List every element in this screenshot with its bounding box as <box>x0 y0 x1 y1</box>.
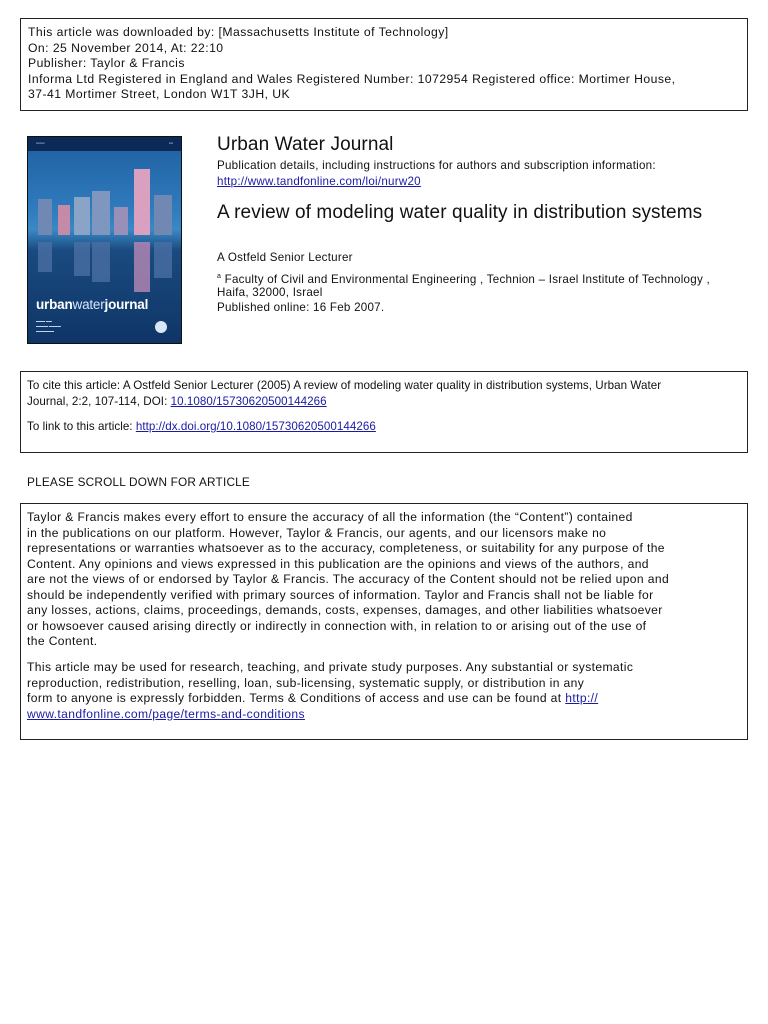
disclaimer-line: Content. Any opinions and views expressed in this publication are the opinions and views of the authors, and <box>27 556 649 571</box>
article-link-line: To link to this article: http://dx.doi.org/10.1080/15730620500144266 <box>27 420 376 433</box>
disclaimer-line: the Content. <box>27 634 98 648</box>
affiliation-marker: a <box>217 273 222 280</box>
cover-building <box>74 197 90 235</box>
cover-building <box>134 169 150 235</box>
download-line: Informa Ltd Registered in England and Wales Registered Number: 1072954 Registered office: Mortimer House, <box>28 72 676 86</box>
published-online: Published online: 16 Feb 2007. <box>217 301 385 314</box>
cover-building <box>92 191 110 235</box>
article-author: A Ostfeld Senior Lecturer <box>217 251 353 264</box>
journal-cover-image: ▪▪▪▪▪▪▪▪ ▪▪▪▪ urbanwaterjournal ▬▬▬ ▬▬ ▬▬▬▬ ▬▬▬▬ ▬▬▬▬▬▬ <box>27 136 182 344</box>
cover-journal-logo: urbanwaterjournal <box>36 297 149 312</box>
disclaimer-box <box>20 503 748 740</box>
disclaimer-line: should be independently verified with primary sources of information. Taylor and Francis shall not be liable for <box>27 587 654 602</box>
article-title: A review of modeling water quality in distribution systems <box>217 202 703 223</box>
cover-building <box>58 205 70 235</box>
cover-reflection <box>92 242 110 282</box>
publication-details: Publication details, including instructions for authors and subscription information: <box>217 159 656 172</box>
usage-line: reproduction, redistribution, reselling, loan, sub-licensing, systematic supply, or distribution in any <box>27 675 585 690</box>
cover-reflection <box>38 242 52 272</box>
cover-building <box>114 207 128 235</box>
cover-reflection <box>134 242 150 292</box>
disclaimer-line: representations or warranties whatsoever as to the accuracy, completeness, or suitability for any purpose of the <box>27 541 665 555</box>
download-line: This article was downloaded by: [Massachusetts Institute of Technology] <box>28 25 449 39</box>
cover-reflection <box>154 242 172 278</box>
usage-line: This article may be used for research, teaching, and private study purposes. Any substantial or systematic <box>27 660 634 674</box>
download-line: On: 25 November 2014, At: 22:10 <box>28 41 224 55</box>
cover-reflection <box>74 242 90 276</box>
terms-link-continued[interactable]: www.tandfonline.com/page/terms-and-conditions <box>27 706 305 721</box>
scroll-down-notice: PLEASE SCROLL DOWN FOR ARTICLE <box>27 475 250 489</box>
publisher-logo-icon <box>155 321 167 333</box>
cite-line-doi: Journal, 2:2, 107-114, DOI: 10.1080/15730620500144266 <box>27 395 327 408</box>
download-info-box <box>20 18 748 111</box>
article-affiliation-line2: Haifa, 32000, Israel <box>217 286 323 299</box>
cite-line: To cite this article: A Ostfeld Senior Lecturer (2005) A review of modeling water quality in distribution systems, Urban Water <box>27 379 662 392</box>
terms-link[interactable]: http:// <box>565 691 599 705</box>
citation-box <box>20 371 748 453</box>
disclaimer-line: Taylor & Francis makes every effort to ensure the accuracy of all the information (the “Content”) contained <box>27 510 633 524</box>
article-doi-url-link[interactable]: http://dx.doi.org/10.1080/15730620500144266 <box>135 420 376 433</box>
cover-building <box>154 195 172 235</box>
journal-url-link[interactable]: http://www.tandfonline.com/loi/nurw20 <box>217 175 421 188</box>
article-affiliation: $^a$ Faculty of Civil and Environmental Engineering , Technion – Israel Institute of Technology , <box>217 272 710 286</box>
disclaimer-line: or howsoever caused arising directly or indirectly in connection with, in relation to or arising out of the use of <box>27 618 647 633</box>
disclaimer-line: any losses, actions, claims, proceedings, demands, costs, expenses, damages, and other liabilities whatsoever <box>27 603 663 617</box>
cover-building <box>38 199 52 235</box>
disclaimer-line: in the publications on our platform. However, Taylor & Francis, our agents, and our licensors make no <box>27 525 607 540</box>
usage-line <box>27 707 305 723</box>
cover-top-band: ▪▪▪▪▪▪▪▪ ▪▪▪▪ <box>28 137 181 151</box>
download-line: Publisher: Taylor & Francis <box>28 56 185 70</box>
download-line: 37-41 Mortimer Street, London W1T 3JH, UK <box>28 87 291 101</box>
doi-link[interactable]: 10.1080/15730620500144266 <box>170 395 327 408</box>
journal-name: Urban Water Journal <box>217 134 394 155</box>
disclaimer-line: are not the views of or endorsed by Taylor & Francis. The accuracy of the Content should not be relied upon and <box>27 572 670 586</box>
usage-line: form to anyone is expressly forbidden. Terms & Conditions of access and use can be found at http:// <box>27 691 599 705</box>
